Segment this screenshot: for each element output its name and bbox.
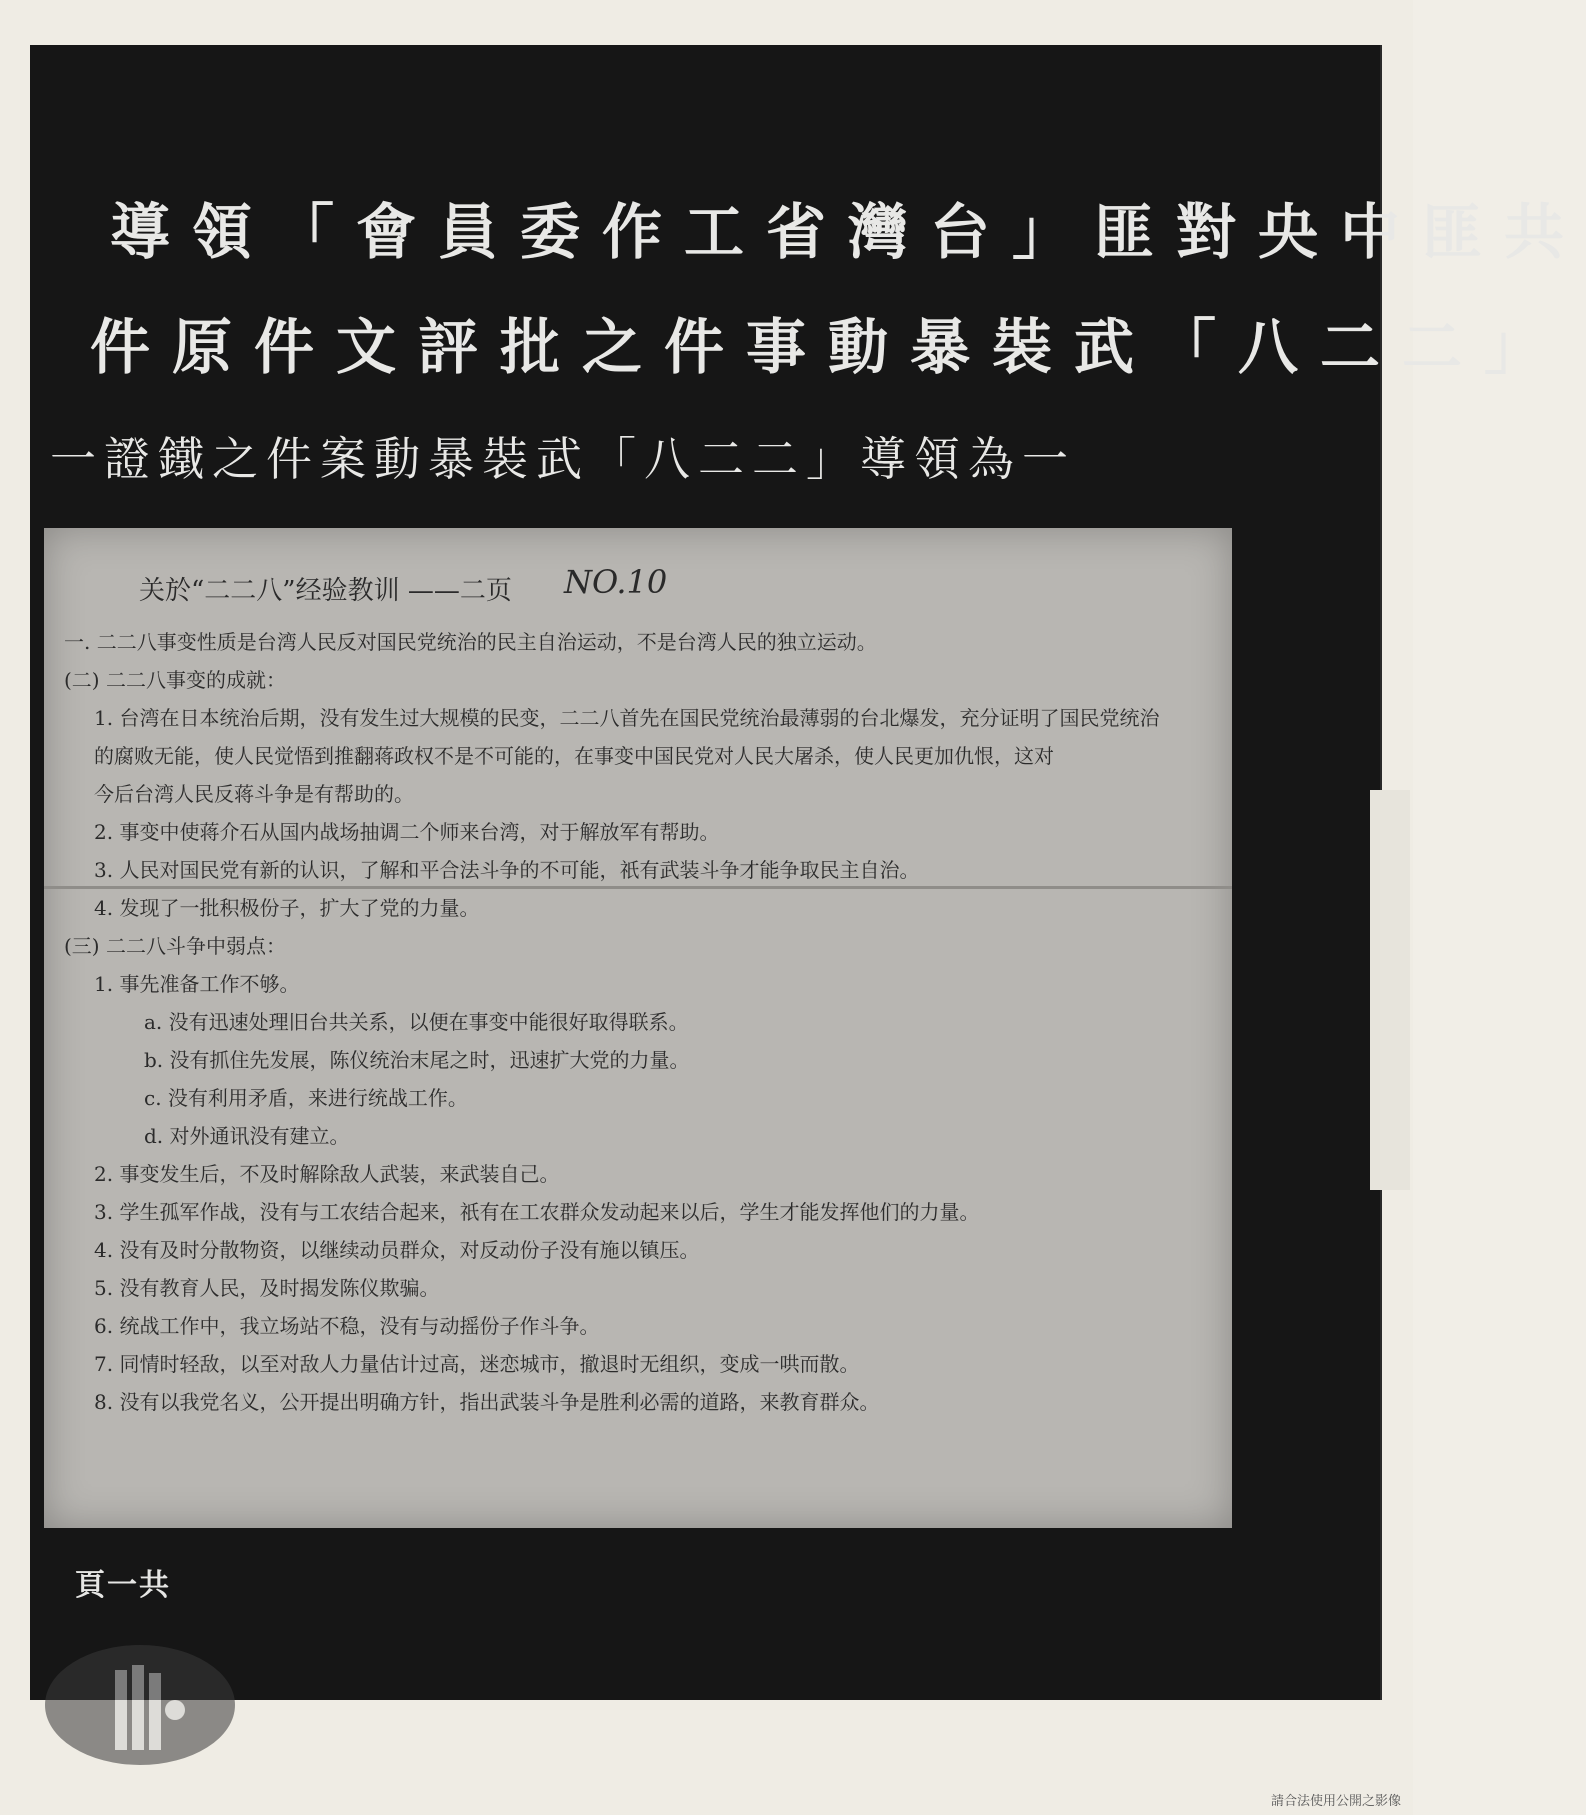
memo-heading: 关於“二二八”经验教训 ——二页 (139, 576, 512, 606)
memo-line: a. 没有迅速处理旧台共关系，以便在事变中能很好取得联系。 (144, 1010, 689, 1034)
archive-logo-icon (40, 1615, 240, 1795)
memo-line: 今后台湾人民反蒋斗争是有帮助的。 (94, 782, 414, 806)
memo-line: 4. 没有及时分散物资，以继续动员群众，对反动份子没有施以镇压。 (94, 1238, 700, 1262)
memo-line: c. 没有利用矛盾，来进行统战工作。 (144, 1086, 468, 1110)
memo-line: 一. 二二八事变性质是台湾人民反对国民党统治的民主自治运动，不是台湾人民的独立运动。 (64, 630, 877, 654)
memo-line: (三) 二二八斗争中弱点： (64, 934, 286, 958)
memo-line: 6. 统战工作中，我立场站不稳，没有与动摇份子作斗争。 (94, 1314, 600, 1338)
memo-line: 8. 没有以我党名义，公开提出明确方针，指出武装斗争是胜利必需的道路，来教育群众。 (94, 1390, 880, 1414)
memo-line: 2. 事变中使蒋介石从国内战场抽调二个师来台湾，对于解放军有帮助。 (94, 820, 720, 844)
title-line-3: 一證鐵之件案動暴裝武「八二二」導領為一 (50, 432, 1076, 486)
tape-strip (1370, 790, 1410, 1190)
memo-line: 3. 学生孤军作战，没有与工农结合起来，祇有在工农群众发动起来以后，学生才能发挥他们的力量。 (94, 1200, 980, 1224)
memo-line: 的腐败无能，使人民觉悟到推翻蒋政权不是不可能的，在事变中国民党对人民大屠杀，使人民更加仇恨，这对 (94, 744, 1054, 768)
handwritten-memo (44, 528, 1232, 1528)
memo-line: 2. 事变发生后，不及时解除敌人武装，来武装自己。 (94, 1162, 560, 1186)
title-line-1: 導領「會員委作工省灣台」匪對央中匪共 (110, 198, 1586, 268)
memo-line: 1. 事先准备工作不够。 (94, 972, 300, 996)
memo-number: NO.10 (564, 563, 668, 601)
memo-line: 7. 同情时轻敌，以至对敌人力量估计过高，迷恋城市，撤退时无组织，变成一哄而散。 (94, 1352, 860, 1376)
memo-line: 5. 没有教育人民，及时揭发陈仪欺骗。 (94, 1276, 440, 1300)
usage-credit: 請合法使用公開之影像 (1270, 1794, 1401, 1809)
memo-line: 4. 发现了一批积极份子，扩大了党的力量。 (94, 896, 480, 920)
page-count-label: 頁一共 (75, 1568, 171, 1603)
title-line-2: 件原件文評批之件事動暴裝武「八二二」 (90, 313, 1566, 383)
memo-line: b. 没有抓住先发展，陈仪统治末尾之时，迅速扩大党的力量。 (144, 1048, 690, 1072)
memo-line: (二) 二二八事变的成就： (64, 668, 286, 692)
memo-lines (64, 623, 1214, 1421)
memo-line: d. 对外通讯没有建立。 (144, 1124, 350, 1148)
memo-line: 3. 人民对国民党有新的认识，了解和平合法斗争的不可能，祇有武装斗争才能争取民主自治。 (94, 858, 920, 882)
memo-line: 1. 台湾在日本统治后期，没有发生过大规模的民变，二二八首先在国民党统治最薄弱的台北爆发，充分证明了国民党统治 (94, 706, 1160, 730)
